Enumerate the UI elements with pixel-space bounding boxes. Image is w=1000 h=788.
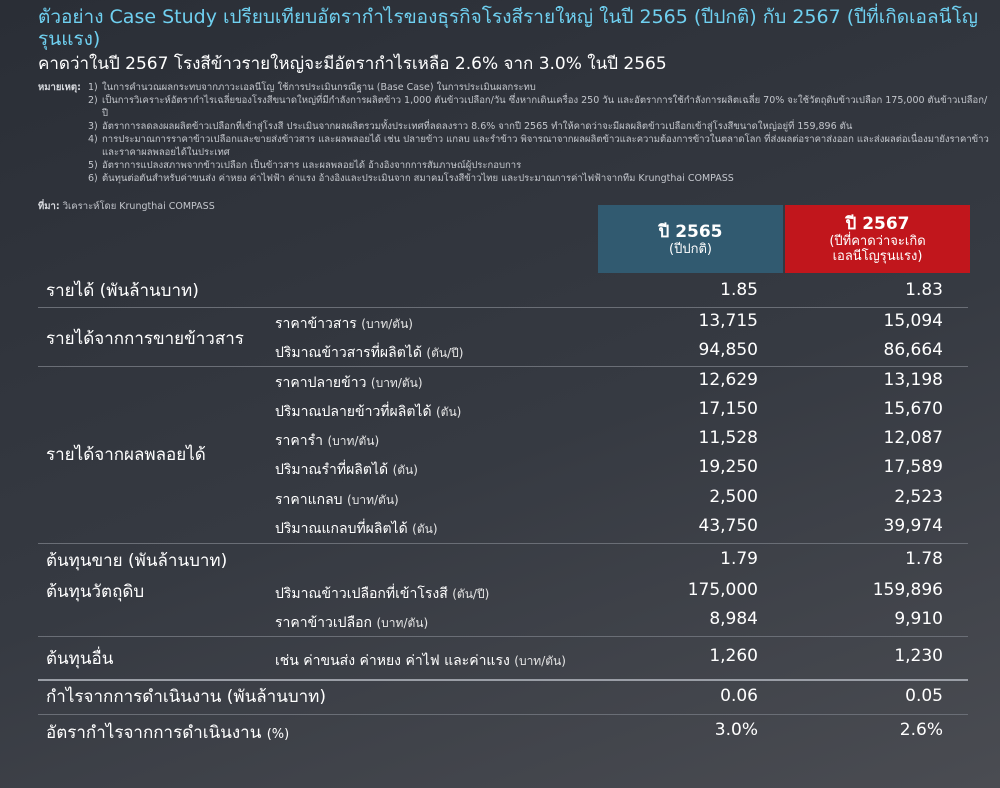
row-label-op-profit: กำไรจากการดำเนินงาน (พันล้านบาท) bbox=[46, 687, 327, 707]
note-number: 4) bbox=[88, 134, 98, 145]
note-item bbox=[38, 94, 993, 120]
note-text: อัตราการลดลงผลผลิตข้าวเปลือกที่เข้าสู่โรงสี ประเมินจากผลผลิตรวมทั้งประเทศที่ลดลงราว 8.6% จากปี 2565 ทำให้คาดว่าจะมีผลผลิตข้าวเปลือกเข้าสู่โรงสีขนาดใหญ่อยู่ที่ 159,896 ตัน bbox=[102, 121, 853, 132]
value-2565: 1,260 bbox=[709, 646, 758, 666]
value-2565: 1.85 bbox=[720, 280, 758, 300]
item-label: ปริมาณข้าวสารที่ผลิตได้ bbox=[275, 345, 422, 361]
value-2567: 15,670 bbox=[883, 399, 943, 419]
divider bbox=[38, 636, 968, 637]
table-row bbox=[275, 401, 461, 423]
note-number: 3) bbox=[88, 121, 98, 132]
source-label: ที่มา: bbox=[38, 201, 60, 212]
column-subtitle-line2: เอลนีโญรุนแรง) bbox=[832, 249, 923, 264]
value-2567: 1.78 bbox=[905, 549, 943, 569]
page-title: ตัวอย่าง Case Study เปรียบเทียบอัตรากำไรของธุรกิจโรงสีรายใหญ่ ในปี 2565 (ปีปกติ) กับ 2567 (ปีที่เกิดเอลนีโญรุนแรง) bbox=[38, 6, 978, 50]
row-label-byproduct-revenue: รายได้จากผลพลอยได้ bbox=[46, 445, 206, 465]
value-2565: 2,500 bbox=[709, 487, 758, 507]
note-text: ต้นทุนต่อตันสำหรับค่าขนส่ง ค่าหยง ค่าไฟฟ้า ค่าแรง อ้างอิงและประเมินจาก สมาคมโรงสีข้าวไทย และประมาณการค่าไฟฟ้าจากทีม Krungthai COMPASS bbox=[102, 173, 734, 184]
value-2565: 13,715 bbox=[698, 311, 758, 331]
table-row bbox=[275, 430, 379, 452]
value-2567: 13,198 bbox=[883, 370, 943, 390]
item-unit: (ตัน) bbox=[392, 463, 418, 477]
table-row bbox=[275, 650, 566, 672]
value-2565: 17,150 bbox=[698, 399, 758, 419]
row-label-rice-revenue: รายได้จากการขายข้าวสาร bbox=[46, 329, 244, 349]
item-unit: (บาท/ตัน) bbox=[514, 654, 566, 668]
page-subtitle: คาดว่าในปี 2567 โรงสีข้าวรายใหญ่จะมีอัตรากำไรเหลือ 2.6% จาก 3.0% ในปี 2565 bbox=[38, 54, 667, 74]
table-row bbox=[275, 583, 489, 605]
note-item bbox=[38, 81, 993, 94]
column-subtitle-line1: (ปีที่คาดว่าจะเกิด bbox=[829, 234, 926, 249]
value-2565: 3.0% bbox=[714, 720, 758, 740]
value-2565: 12,629 bbox=[698, 370, 758, 390]
divider bbox=[38, 307, 968, 308]
note-text: เป็นการวิเคราะห์อัตรากำไรเฉลี่ยของโรงสีขนาดใหญ่ที่มีกำลังการผลิตข้าว 1,000 ตันข้าวเปลือก/วัน ซึ่งหากเดินเครื่อง 250 วัน และอัตราการใช้กำลังการผลิตเฉลี่ย 70% จะใช้วัตถุดิบข้าวเปลือก 175,000 ตันข้าวเปลือก/ปี bbox=[102, 95, 988, 119]
note-number: 1) bbox=[88, 82, 98, 93]
item-label: ราคาปลายข้าว bbox=[275, 375, 367, 391]
item-label: ราคาข้าวเปลือก bbox=[275, 615, 373, 631]
value-2565: 11,528 bbox=[698, 428, 758, 448]
note-item bbox=[38, 120, 993, 133]
row-label-other-cost: ต้นทุนอื่น bbox=[46, 649, 114, 669]
row-label-revenue: รายได้ (พันล้านบาท) bbox=[46, 281, 199, 301]
row-label-cogs: ต้นทุนขาย (พันล้านบาท) bbox=[46, 551, 228, 571]
item-label: ราคารำ bbox=[275, 433, 323, 449]
value-2567: 0.05 bbox=[905, 686, 943, 706]
value-2567: 159,896 bbox=[872, 580, 943, 600]
item-unit: (บาท/ตัน) bbox=[370, 376, 423, 390]
note-text: อัตราการแปลงสภาพจากข้าวเปลือก เป็นข้าวสาร และผลพลอยได้ อ้างอิงจากการสัมภาษณ์ผู้ประกอบการ bbox=[102, 160, 522, 171]
value-2565: 43,750 bbox=[698, 516, 758, 536]
item-unit: (ตัน/ปี) bbox=[452, 587, 490, 601]
item-unit: (%) bbox=[266, 727, 290, 742]
value-2565: 8,984 bbox=[709, 609, 758, 629]
value-2565: 175,000 bbox=[687, 580, 758, 600]
item-label: ปริมาณข้าวเปลือกที่เข้าโรงสี bbox=[275, 586, 448, 602]
value-2567: 1,230 bbox=[894, 646, 943, 666]
value-2565: 94,850 bbox=[698, 340, 758, 360]
table-row bbox=[275, 313, 413, 335]
note-item bbox=[38, 172, 993, 185]
note-item bbox=[38, 133, 993, 159]
table-row bbox=[275, 459, 418, 481]
column-year: ปี 2565 bbox=[658, 221, 723, 242]
table-row bbox=[275, 518, 438, 540]
item-label: เช่น ค่าขนส่ง ค่าหยง ค่าไฟ และค่าแรง bbox=[275, 653, 510, 669]
item-label: ราคาแกลบ bbox=[275, 492, 343, 508]
note-text: ในการคำนวณผลกระทบจากภาวะเอลนีโญ ใช้การประเมินกรณีฐาน (Base Case) ในการประเมินผลกระทบ bbox=[102, 82, 536, 93]
note-text: การประมาณการราคาข้าวเปลือกและขายส่งข้าวสาร และผลพลอยได้ เช่น ปลายข้าว แกลบ และรำข้าว พิจารณาจากผลผลิตข้าวและความต้องการข้าวในตลาดโลก ที่ส่งผลต่อราคาส่งออก และส่งผลต่อเนื่องมายังราคาข้าว และราคาผลพลอยได้ในประเทศ bbox=[102, 134, 989, 158]
notes-block bbox=[38, 81, 993, 185]
value-2567: 2,523 bbox=[894, 487, 943, 507]
notes-label: หมายเหตุ: bbox=[38, 82, 81, 93]
column-header-2565 bbox=[598, 205, 783, 273]
item-label: ปริมาณแกลบที่ผลิตได้ bbox=[275, 521, 408, 537]
item-unit: (บาท/ตัน) bbox=[347, 493, 399, 507]
value-2567: 9,910 bbox=[894, 609, 943, 629]
note-number: 2) bbox=[88, 95, 98, 106]
table-row bbox=[275, 489, 399, 511]
value-2567: 2.6% bbox=[899, 720, 943, 740]
item-label: ราคาข้าวสาร bbox=[275, 316, 357, 332]
value-2565: 0.06 bbox=[720, 686, 758, 706]
row-label-raw-cost: ต้นทุนวัตถุดิบ bbox=[46, 582, 145, 602]
item-label: อัตรากำไรจากการดำเนินงาน bbox=[46, 723, 262, 743]
column-subtitle: (ปีปกติ) bbox=[669, 241, 712, 257]
item-unit: (บาท/ตัน) bbox=[327, 434, 380, 448]
table-row bbox=[275, 372, 423, 394]
item-unit: (ตัน) bbox=[436, 405, 462, 419]
value-2567: 12,087 bbox=[883, 428, 943, 448]
item-label: ปริมาณปลายข้าวที่ผลิตได้ bbox=[275, 404, 432, 420]
item-unit: (บาท/ตัน) bbox=[361, 317, 413, 331]
table-row bbox=[275, 342, 463, 364]
divider bbox=[38, 714, 968, 715]
item-unit: (ตัน/ปี) bbox=[426, 346, 464, 360]
item-unit: (บาท/ตัน) bbox=[376, 616, 429, 630]
column-year: ปี 2567 bbox=[845, 214, 910, 234]
note-number: 5) bbox=[88, 160, 98, 171]
value-2567: 1.83 bbox=[905, 280, 943, 300]
note-item bbox=[38, 159, 993, 172]
divider bbox=[38, 543, 968, 544]
value-2567: 86,664 bbox=[883, 340, 943, 360]
divider bbox=[38, 366, 968, 367]
value-2567: 15,094 bbox=[883, 311, 943, 331]
value-2567: 17,589 bbox=[883, 457, 943, 477]
value-2565: 19,250 bbox=[698, 457, 758, 477]
value-2567: 39,974 bbox=[883, 516, 943, 536]
item-label: ปริมาณรำที่ผลิตได้ bbox=[275, 462, 389, 478]
table-row bbox=[275, 612, 428, 634]
source-text: วิเคราะห์โดย Krungthai COMPASS bbox=[62, 201, 215, 212]
source-line bbox=[38, 199, 215, 214]
row-label-op-margin bbox=[46, 719, 289, 746]
item-unit: (ตัน) bbox=[412, 522, 438, 536]
column-header-2567 bbox=[785, 205, 970, 273]
value-2565: 1.79 bbox=[720, 549, 758, 569]
divider bbox=[38, 679, 968, 681]
note-number: 6) bbox=[88, 173, 98, 184]
